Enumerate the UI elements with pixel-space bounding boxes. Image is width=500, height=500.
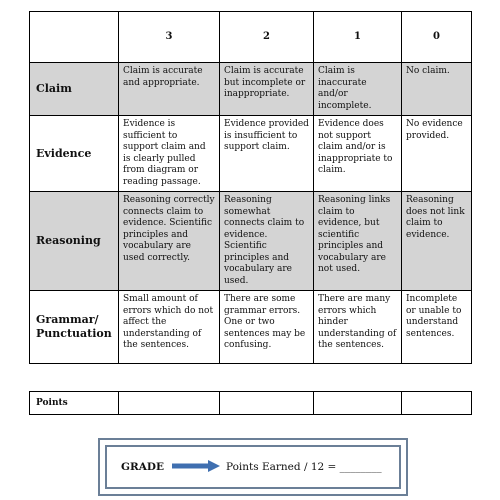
header-score-1: 1 — [314, 12, 402, 63]
reasoning-score-1: Reasoning links claim to evidence, but scientific principles and vocabulary are not used. — [314, 192, 402, 291]
evidence-score-3: Evidence is sufficient to support claim and is clearly pulled from diagram or reading passage. — [119, 116, 220, 192]
reasoning-score-0: Reasoning does not link claim to evidence. — [402, 192, 472, 291]
points-cell-0[interactable] — [402, 392, 472, 415]
grammar-score-3: Small amount of errors which do not affect the understanding of the sentences. — [119, 291, 220, 364]
points-table — [29, 391, 472, 415]
points-cell-3[interactable] — [119, 392, 220, 415]
criterion-evidence: Evidence — [30, 116, 119, 192]
points-cell-2[interactable] — [220, 392, 314, 415]
grammar-score-2: There are some grammar errors. One or two sentences may be confusing. — [220, 291, 314, 364]
points-cell-1[interactable] — [314, 392, 402, 415]
header-score-3: 3 — [119, 12, 220, 63]
rubric-row-claim — [30, 63, 472, 116]
reasoning-score-3: Reasoning correctly connects claim to evidence. Scientific principles and vocabulary are used correctly. — [119, 192, 220, 291]
header-score-2: 2 — [220, 12, 314, 63]
criterion-grammar: Grammar/ Punctuation — [30, 291, 119, 364]
claim-score-0: No claim. — [402, 63, 472, 116]
grammar-score-1: There are many errors which hinder understanding of the sentences. — [314, 291, 402, 364]
claim-score-1: Claim is inaccurate and/or incomplete. — [314, 63, 402, 116]
rubric-row-evidence — [30, 116, 472, 192]
grade-box-inner — [105, 445, 401, 489]
grade-formula: Points Earned / 12 = ________ — [225, 461, 382, 473]
points-label: Points — [30, 392, 119, 415]
reasoning-score-2: Reasoning somewhat connects claim to evidence. Scientific principles and vocabulary are used. — [220, 192, 314, 291]
evidence-score-0: No evidence provided. — [402, 116, 472, 192]
evidence-score-2: Evidence provided is insufficient to support claim. — [220, 116, 314, 192]
rubric-row-reasoning — [30, 192, 472, 291]
claim-score-2: Claim is accurate but incomplete or inappropriate. — [220, 63, 314, 116]
evidence-score-1: Evidence does not support claim and/or is inappropriate to claim. — [314, 116, 402, 192]
header-blank-cell — [30, 12, 119, 63]
rubric-header-row — [30, 12, 472, 63]
grammar-score-0: Incomplete or unable to understand sentences. — [402, 291, 472, 364]
rubric-row-grammar — [30, 291, 472, 364]
right-arrow-icon — [172, 460, 220, 475]
grade-box — [98, 438, 408, 496]
points-row — [30, 392, 472, 415]
grade-label: GRADE — [121, 461, 164, 473]
rubric-table — [29, 11, 472, 364]
criterion-reasoning: Reasoning — [30, 192, 119, 291]
claim-score-3: Claim is accurate and appropriate. — [119, 63, 220, 116]
header-score-0: 0 — [402, 12, 472, 63]
criterion-claim: Claim — [30, 63, 119, 116]
